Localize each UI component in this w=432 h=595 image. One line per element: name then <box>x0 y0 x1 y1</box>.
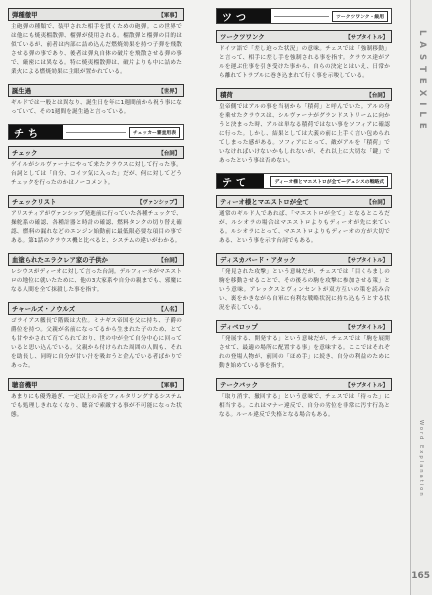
entry-body: ドイツ語で「差し迫った状況」の意味。チェスでは「強制移動」と言って、相手に差し手を強制される事を指す。クラウス達がアルを運ぶ仕事を引き受けた事から、自らの決定とはいえ、日常から離れてトラブルに巻き込まれて行く事を示唆している。 <box>219 46 390 79</box>
entry-category: 【台詞】 <box>366 199 388 206</box>
entry-title: 聴音機甲 <box>12 381 38 389</box>
entry-title: ツークツワンク <box>220 33 265 41</box>
entry-title: ティーオ様とマエストロが全て <box>220 198 309 206</box>
entry-header <box>216 195 392 208</box>
section-kana: チち <box>9 125 63 139</box>
entry-body: ギルドでは一般とは異なり、誕生日を年に1週間前から祝う事になっていて、その1週間を誕生過と言っている。 <box>11 100 182 115</box>
entry-title: 血塗られたエラクレア家の子供か <box>12 256 108 264</box>
entry-body: 「発見された攻撃」という意味だが、チェスでは「目くらましの駒を移動させることで、その後ろの駒を攻撃に参加させる策」という意味。アレックスとヴィンセントが双方互いの策を読み合い、裏をかきながら自軍に有利な戦略状況に持ち込もうとする状況を表している。 <box>219 269 390 311</box>
entry-category: 【ヴァンシップ】 <box>137 199 180 206</box>
section-divider <box>274 16 329 17</box>
entry-title: チェックリスト <box>12 198 57 206</box>
entry-body: 通常のギルド人であれば、「マエストロが全て」となるところだが、ルシオラの場合はマエストロよりもディーオが先に来ている。ルシオラにとって、マエストロよりもディーオの方が大切である、という事を示す台詞でもある。 <box>219 211 390 244</box>
side-band <box>410 0 432 595</box>
section-label-vertical: Word Explanation <box>418 420 424 498</box>
entry-header <box>8 302 184 315</box>
glossary-entry <box>8 84 184 117</box>
entry-header <box>216 30 392 43</box>
glossary-entry <box>216 378 392 420</box>
glossary-entry <box>216 253 392 313</box>
section-kana: テて <box>217 174 264 188</box>
entry-title: ディスカバード・アタック <box>220 256 296 264</box>
entry-category: 【台詞】 <box>366 92 388 99</box>
section-badge: ディーオ様とマエストロが全て—デュシスの戦略式 <box>270 176 388 187</box>
entry-title: ディベロップ <box>220 323 258 331</box>
entry-body: 皇帝側ではアルの事を当初から「積荷」と呼んでいた。アルの身を乗せたクラウスは、シルヴァーナがグランドストリームに向かうと決まった時、アルは単なる積荷ではない事をソフィアに確認に行った。しかし、結果としては大義の前に上手く言い包められてしまった感がある。ソフィアにとって、敵がアルを「積荷」でいなければいけないかもしれないが、それ以上に大切な「鍵」であったという事は否めない。 <box>219 104 390 164</box>
entry-header <box>216 320 392 333</box>
entry-body: ゲイルがシルヴァーナにやって来たクラウスに対して行った事。台詞としては「自分、コイツ気に入った」だが、何に対してどうチェックを行ったのかはノーコメント。 <box>11 162 182 186</box>
entry-title: 積荷 <box>220 91 233 99</box>
left-column <box>8 8 184 427</box>
entry-body: レシウスがディーオに対して言った台詞。デルフィーネがマエストロの地位に就いたために、他の3大家系や自分の親までも、邪魔になる人間を全て抹殺した事を指す。 <box>11 269 182 293</box>
entry-header <box>216 88 392 101</box>
glossary-entry <box>8 195 184 246</box>
entry-body: 主砲弾の種類で、装甲された相手を貫くための砲弾。この世界では他にも焼夷榴散弾、榴弾が使用される。榴散弾と榴弾の目的は似ているが、前者は内部に詰め込んだ燃焼効果を持つ子弾を飛散させる弾の事であり、後者は弾丸自体の破片を飛散させる弾の事で、厳密には異なる。特に焼夷榴散弾は、破片よりも中に詰めた業火による燃焼効果に主眼が置かれている。 <box>11 24 182 75</box>
entry-header <box>8 8 184 21</box>
entry-category: 【人名】 <box>158 306 180 313</box>
glossary-entry <box>216 195 392 246</box>
entry-header <box>8 378 184 391</box>
entry-header <box>216 378 392 391</box>
entry-body: ゴライアス艦長で階級は大佐。ミナギス帝国を父に持ち、子爵の爵位を持つ。父親が名前になってるから生まれた子のため、とても甘やかされて育てられており、世の中が全て自分中心に回っていると思い込んでいる。父親から付けられた周囲の人間も、それを助長し、同時に自分が甘い汁を吸おうと企んでいる者ばかりであった。 <box>11 318 182 369</box>
right-column <box>216 8 392 427</box>
entry-header <box>8 84 184 97</box>
entry-body: 「発展する、開発する」という意味だが、チェスでは「駒を展開させて、最適の場所に配置する事」を意味する。ここではそれぞれの登場人物が、前回の「ほめ手」に続き、自分の利益のために動き始めている事を指す。 <box>219 336 390 369</box>
entry-category: 【台詞】 <box>158 150 180 157</box>
glossary-entry <box>216 30 392 81</box>
entry-header <box>8 253 184 266</box>
entry-header <box>8 195 184 208</box>
section-divider <box>66 132 126 133</box>
entry-title: 誕生過 <box>12 87 32 95</box>
entry-header <box>8 146 184 159</box>
book-title-vertical: LASTEXILE <box>417 30 427 135</box>
entry-category: 【世界】 <box>158 88 180 95</box>
entry-title: チャールズ・ノウルズ <box>12 305 76 313</box>
entry-body: 「取り消す、撤回する」という意味で、チェスでは「待った」に相当する。これはマナー違反で、自分の劣位を非常に汚す行為となる。ルール違反で失格となる場合もある。 <box>219 394 390 418</box>
glossary-entry <box>216 320 392 371</box>
glossary-entry <box>216 88 392 166</box>
entry-category: 【サブタイトル】 <box>345 382 388 389</box>
entry-category: 【サブタイトル】 <box>345 324 388 331</box>
glossary-entry <box>8 378 184 420</box>
glossary-entry <box>8 8 184 77</box>
glossary-entry <box>8 253 184 295</box>
entry-body: アリスティアがヴァンシップ発進前に行っていた各種チェックで、操舵系の確認、各種計器と時計の確認、燃料タンクの切り替え確認、燃料の漏れなどのエンジン始動前に最低限必要な項目の事である。第1話のクラウス機と比べると、システムの違いがわかる。 <box>11 211 182 244</box>
entry-category: 【台詞】 <box>158 257 180 264</box>
section-header-te <box>216 173 392 189</box>
section-badge: チェッカー審査用表 <box>129 127 180 138</box>
page-number: 165 <box>411 571 430 581</box>
entry-title: テークバック <box>220 381 258 389</box>
entry-category: 【軍事】 <box>158 382 180 389</box>
section-kana: ツつ <box>217 9 271 23</box>
entry-title: 弾種徹甲 <box>12 11 38 19</box>
section-badge: ツークツワンク・級用 <box>332 11 388 22</box>
entry-category: 【サブタイトル】 <box>345 257 388 264</box>
entry-header <box>216 253 392 266</box>
entry-title: チェック <box>12 149 38 157</box>
glossary-entry <box>8 302 184 371</box>
entry-category: 【サブタイトル】 <box>345 34 388 41</box>
section-header-tsu <box>216 8 392 24</box>
entry-body: あまりにも優秀過ぎ、一定以上の音をフィルタリングするシステムでも処理しきれなくなり、聴音で索敵する事が不可能になった状態。 <box>11 394 182 418</box>
glossary-entry <box>8 146 184 188</box>
entry-category: 【軍事】 <box>158 12 180 19</box>
section-header-chi <box>8 124 184 140</box>
